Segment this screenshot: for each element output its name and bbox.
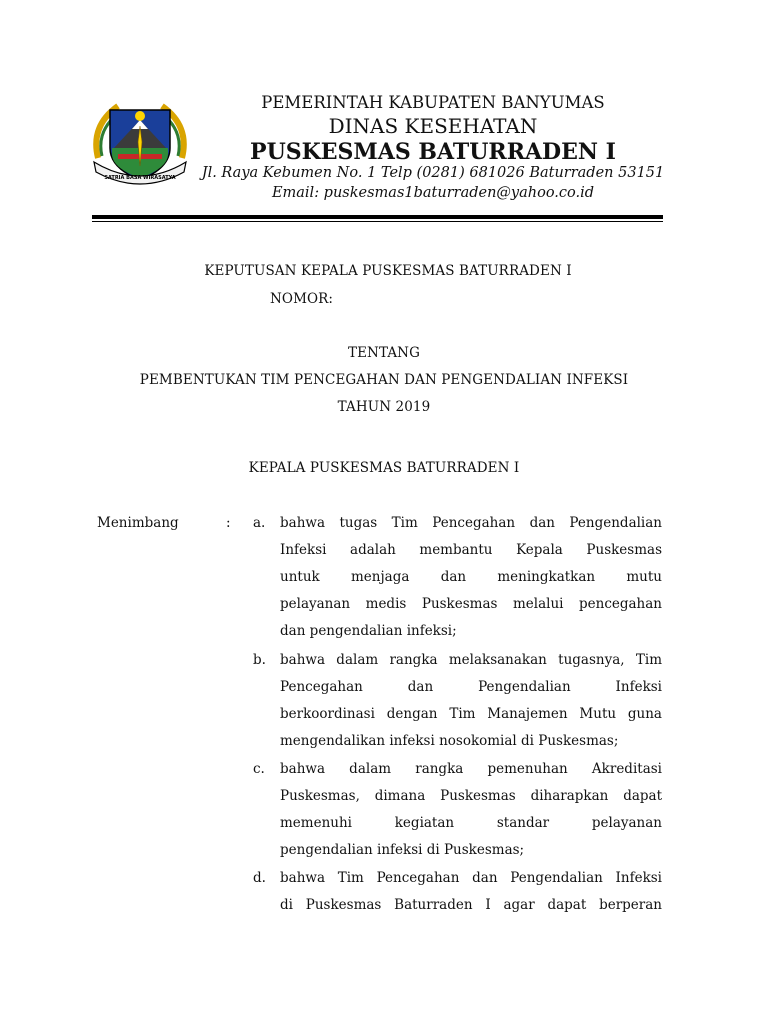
decree-number: NOMOR: bbox=[270, 291, 334, 307]
decree-subject: PEMBENTUKAN TIM PENCEGAHAN DAN PENGENDALIAN INFEKSI bbox=[139, 372, 629, 388]
item-marker: c. bbox=[253, 761, 265, 777]
menimbang-label: Menimbang bbox=[97, 515, 179, 531]
item-line: bahwa dalam rangka melaksanakan tugasnya, Tim bbox=[280, 652, 662, 668]
institution-name: PUSKESMAS BATURRADEN I bbox=[250, 139, 616, 165]
institution-email: Email: puskesmas1baturraden@yahoo.co.id bbox=[271, 185, 595, 201]
item-line: mengendalikan infeksi nosokomial di Puskesmas; bbox=[280, 733, 619, 749]
item-line: bahwa Tim Pencegahan dan Pengendalian Infeksi bbox=[280, 870, 662, 886]
item-line: Infeksi adalah membantu Kepala Puskesmas bbox=[280, 542, 662, 558]
decree-year: TAHUN 2019 bbox=[337, 399, 431, 415]
item-line: untuk menjaga dan meningkatkan mutu bbox=[280, 569, 662, 585]
banyumas-emblem-logo bbox=[88, 96, 192, 192]
institution-address: Jl. Raya Kebumen No. 1 Telp (0281) 681026 Baturraden 53151 bbox=[201, 165, 665, 181]
agency-name: DINAS KESEHATAN bbox=[328, 114, 538, 138]
item-line: bahwa tugas Tim Pencegahan dan Pengendalian bbox=[280, 515, 662, 531]
decree-title: KEPUTUSAN KEPALA PUSKESMAS BATURRADEN I bbox=[204, 263, 572, 279]
item-line: dan pengendalian infeksi; bbox=[280, 623, 457, 639]
item-marker: a. bbox=[253, 515, 266, 531]
letterhead-divider-thick bbox=[92, 215, 663, 219]
logo-motto: SATRIA BASA WIRASATYA bbox=[104, 175, 176, 181]
menimbang-colon: : bbox=[226, 515, 231, 531]
decree-issuer: KEPALA PUSKESMAS BATURRADEN I bbox=[248, 460, 520, 476]
item-marker: b. bbox=[253, 652, 266, 668]
item-line: di Puskesmas Baturraden I agar dapat berperan bbox=[280, 897, 662, 913]
item-line: bahwa dalam rangka pemenuhan Akreditasi bbox=[280, 761, 662, 777]
government-name: PEMERINTAH KABUPATEN BANYUMAS bbox=[261, 93, 605, 112]
decree-tentang: TENTANG bbox=[348, 345, 420, 361]
letterhead-divider-thin bbox=[92, 221, 663, 222]
item-line: memenuhi kegiatan standar pelayanan bbox=[280, 815, 662, 831]
item-line: berkoordinasi dengan Tim Manajemen Mutu guna bbox=[280, 706, 662, 722]
item-line: pengendalian infeksi di Puskesmas; bbox=[280, 842, 525, 858]
item-line: Pencegahan dan Pengendalian Infeksi bbox=[280, 679, 662, 695]
item-line: pelayanan medis Puskesmas melalui pencegahan bbox=[280, 596, 662, 612]
item-marker: d. bbox=[253, 870, 266, 886]
item-line: Puskesmas, dimana Puskesmas diharapkan dapat bbox=[280, 788, 662, 804]
